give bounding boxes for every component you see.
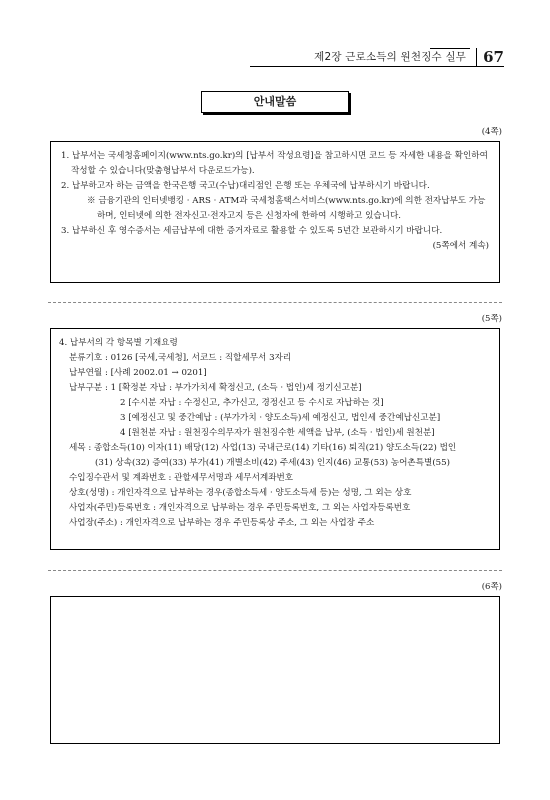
continued-note: (5쪽에서 계속) xyxy=(432,241,489,251)
guide-line: 납부구분 : 1 [확정분 자납 : 부가가치세 확정신고, (소득 · 법인)세 정기신고분] xyxy=(69,383,362,393)
page-ref-5: (5쪽) xyxy=(481,314,502,324)
guide-line: 분류기호 : 0126 [국세,국세청], 서코드 : 직할세무서 3자리 xyxy=(69,353,292,363)
guide-line: 세목 : 종합소득(10) 이자(11) 배당(12) 사업(13) 국내근로(14) 기타(16) 퇴직(21) 양도소득(22) 법인 xyxy=(69,443,457,453)
notice-item-1: 1. 납부서는 국세청홈페이지(www.nts.go.kr)의 [납부서 작성요령]을 참고하시면 코드 등 자세한 내용을 확인하여 작성할 수 있습니다(맞춤형납부서 다운로드가능). xyxy=(61,151,488,176)
guide-line: 사업장(주소) : 개인자격으로 납부하는 경우 주민등록상 주소, 그 외는 사업장 주소 xyxy=(69,518,375,528)
section-page-5 xyxy=(50,328,500,550)
guide-line: 3 [예정신고 및 중간예납 : (부가가치 · 양도소득)세 예정신고, 법인세 중간예납신고분] xyxy=(120,413,441,423)
section-page-6 xyxy=(50,596,500,744)
guide-line: 2 [수시분 자납 : 수정신고, 추가신고, 경정신고 등 수시로 자납하는 것] xyxy=(120,398,384,408)
page-ref-4: (4쪽) xyxy=(481,127,502,137)
page-ref-6: (6쪽) xyxy=(481,582,502,592)
guide-line: 상호(성명) : 개인자격으로 납부하는 경우(종합소득세 · 양도소득세 등)는 성명, 그 외는 상호 xyxy=(69,488,412,498)
guide-line: (31) 상속(32) 증여(33) 부가(41) 개별소비(42) 주세(43) 인지(46) 교통(53) 농어촌특별(55) xyxy=(95,458,450,468)
section-divider xyxy=(48,570,502,571)
section-divider xyxy=(48,302,502,303)
notice-item-3: 3. 납부하신 후 영수증서는 세금납부에 대한 증거자료로 활용할 수 있도록 5년간 보관하시기 바랍니다. xyxy=(61,226,443,236)
page-header xyxy=(314,40,504,66)
guide-line: 4 [원천분 자납 : 원천징수의무자가 원천징수한 세액을 납부, (소득 · 법인)세 원천분] xyxy=(120,428,435,438)
guide-heading: 4. 납부서의 각 항목별 기재요령 xyxy=(59,338,178,348)
guide-line: 사업자(주민)등록번호 : 개인자격으로 납부하는 경우 주민등록번호, 그 외는 사업자등록번호 xyxy=(69,503,411,513)
notice-title: 안내말씀 xyxy=(201,91,349,113)
section-page-4 xyxy=(50,141,500,283)
chapter-title: 제2장 근로소득의 원천징수 실무 xyxy=(314,51,467,63)
guide-line: 수입징수관서 및 계좌번호 : 관할세무서명과 세무서계좌번호 xyxy=(69,473,294,483)
guide-line: 납부연월 : [사례 2002.01 → 0201] xyxy=(69,368,207,378)
page-number: 67 xyxy=(476,48,504,66)
notice-note: ※ 금융기관의 인터넷뱅킹 · ARS · ATM과 국세청홈택스서비스(www.nts.go.kr)에 의한 전자납부도 가능하며, 인터넷에 의한 전자신고·전자고지 등은 신청자에 한하여 시행하고 있습니다. xyxy=(87,196,486,221)
notice-item-2: 2. 납부하고자 하는 금액을 한국은행 국고(수납)대리점인 은행 또는 우체국에 납부하시기 바랍니다. xyxy=(61,181,430,191)
header-rule xyxy=(250,66,504,67)
